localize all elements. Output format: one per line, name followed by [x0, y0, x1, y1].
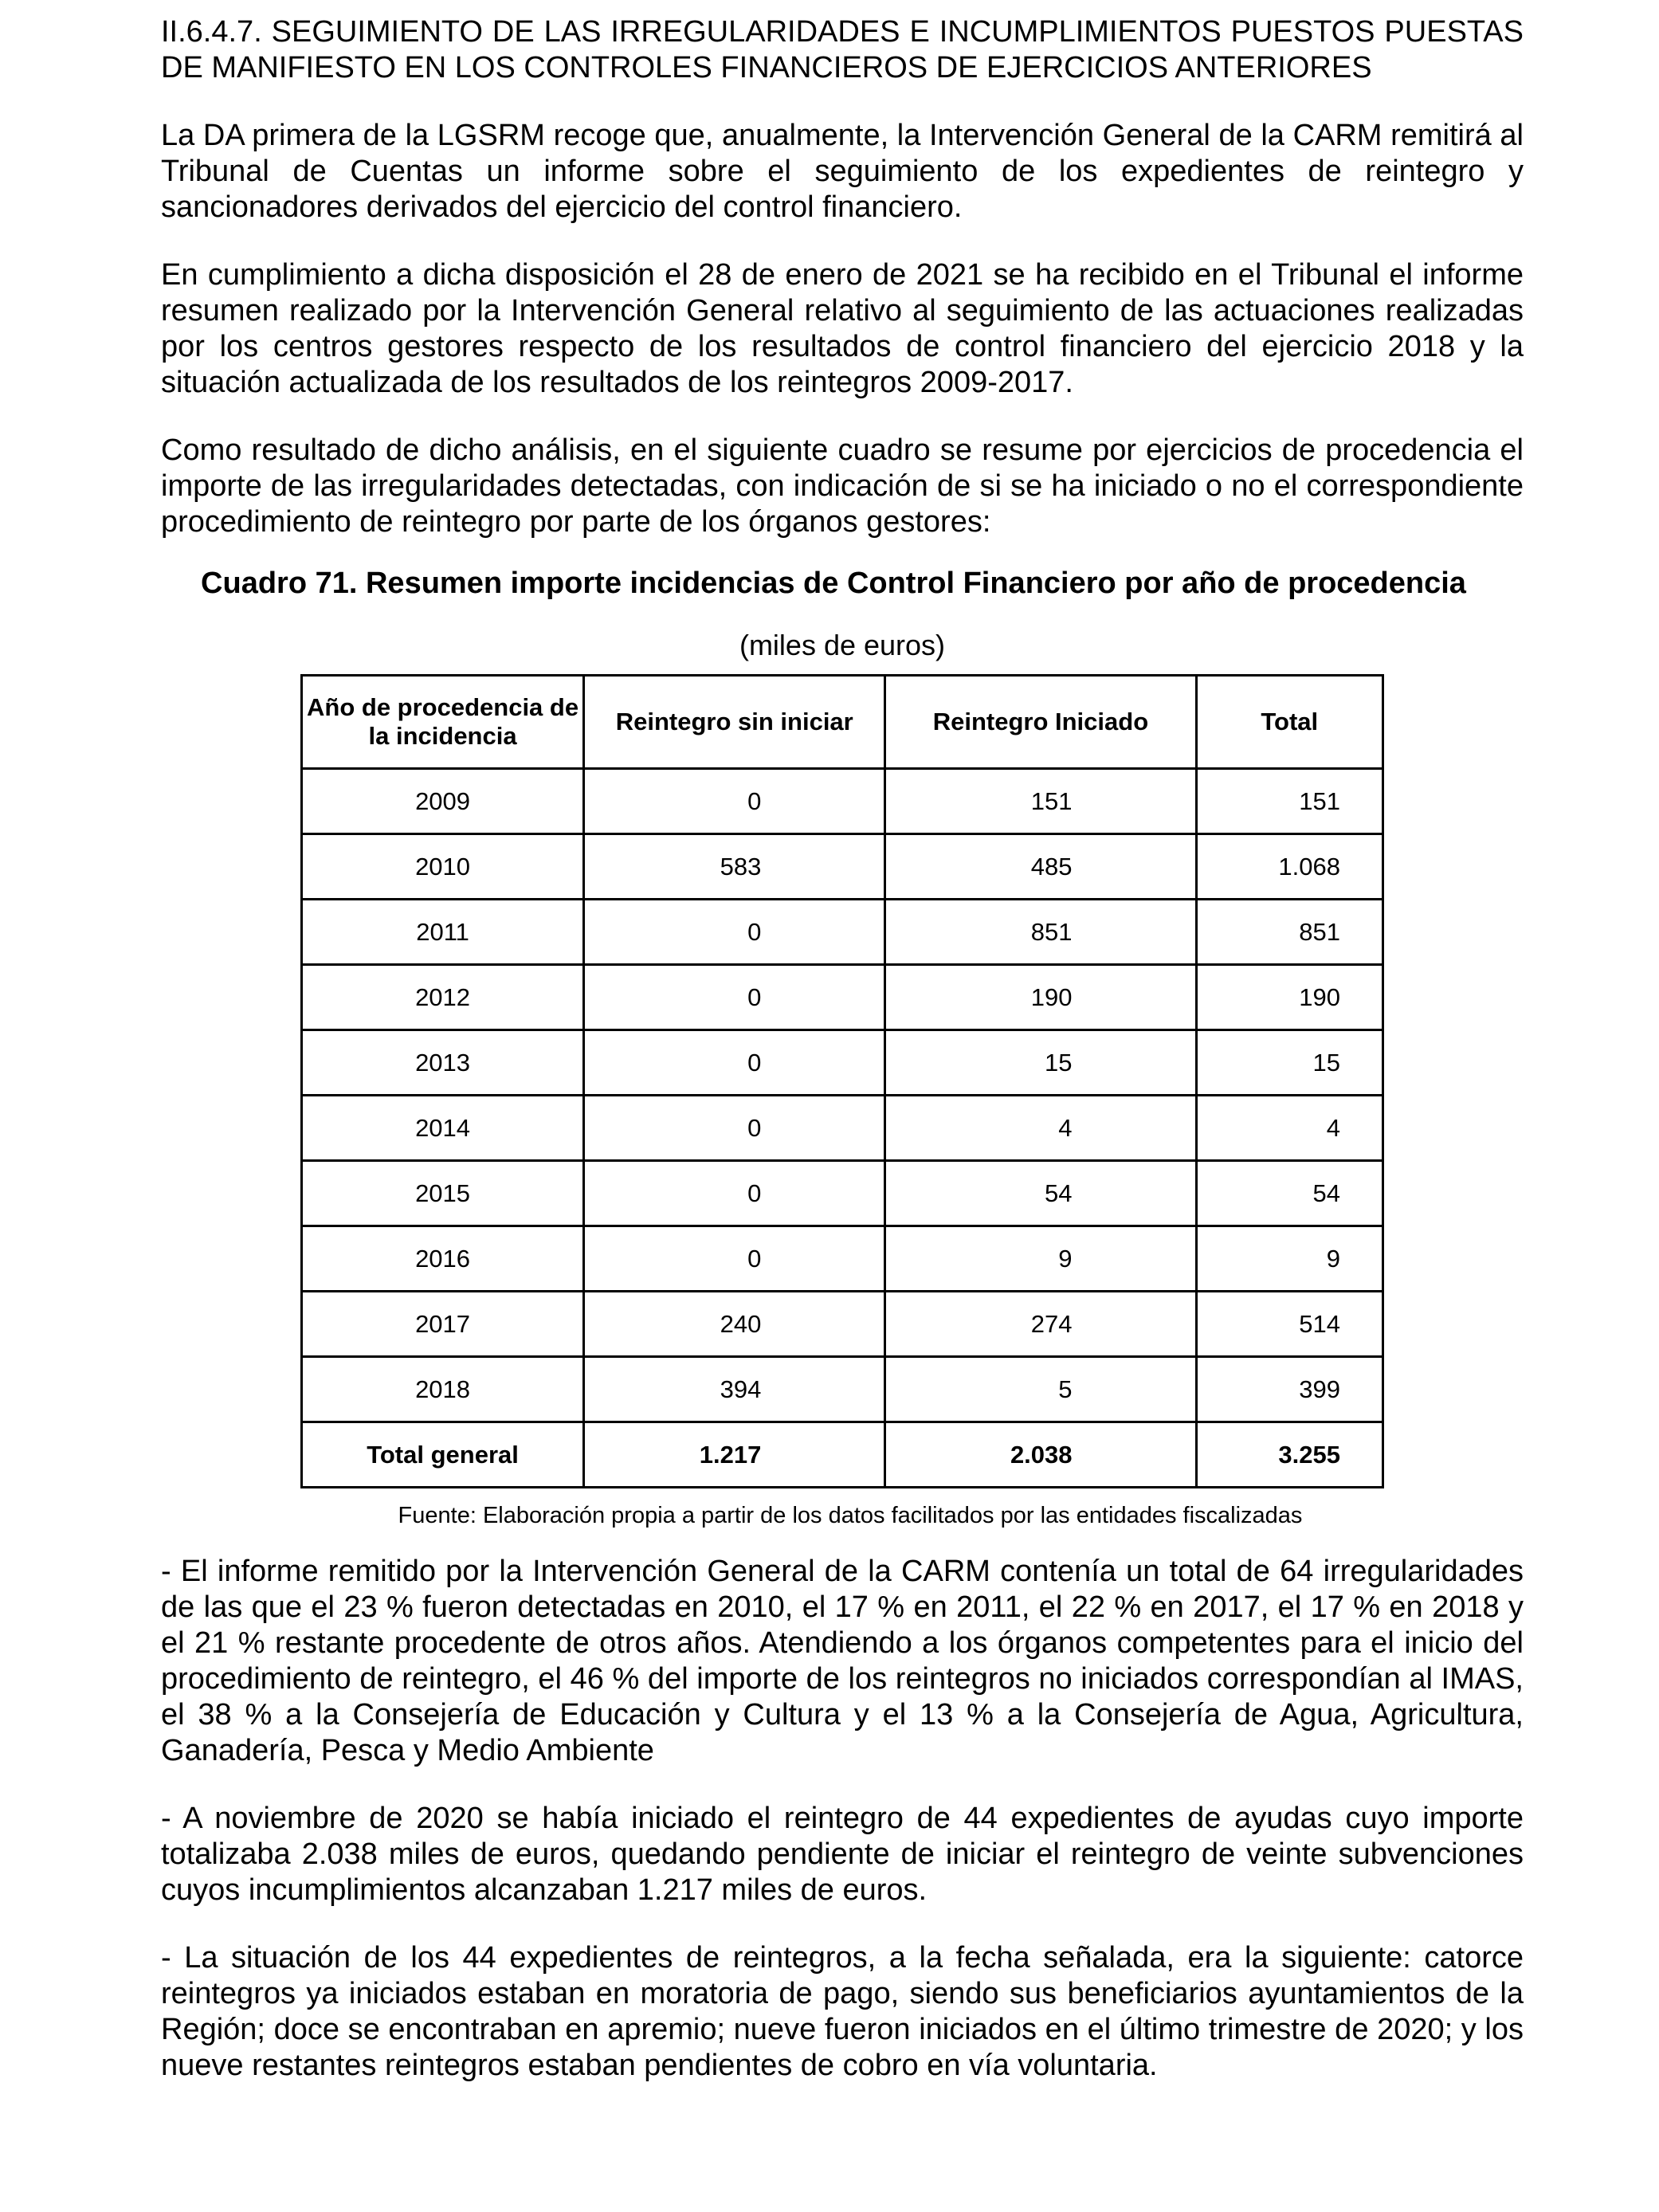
header-sin-iniciar: Reintegro sin iniciar [584, 676, 885, 769]
cell-iniciado: 851 [885, 900, 1196, 965]
cell-year: 2016 [302, 1226, 584, 1292]
cell-iniciado: 274 [885, 1292, 1196, 1357]
bullet-2: - A noviembre de 2020 se había iniciado el reintegro de 44 expedientes de ayudas cuyo importe totalizaba 2.038 miles de euros, quedando pendiente de iniciar el reintegro de veinte subvenciones cuyos incumplimientos alcanzaban 1.217 miles de euros. [161, 1802, 1524, 1907]
cell-sin-iniciar: 583 [584, 834, 885, 900]
cell-iniciado: 54 [885, 1161, 1196, 1226]
bullet-1: - El informe remitido por la Intervención General de la CARM contenía un total de 64 irregularidades de las que el 23 % fueron detectadas en 2010, el 17 % en 2011, el 22 % en 2017, el 17 % en 2018 y el 21 % restante procedente de otros años. Atendiendo a los órganos competentes para el inicio del procedimiento de reintegro, el 46 % del importe de los reintegros no iniciados correspondían al IMAS, el 38 % a la Consejería de Educación y Cultura y el 13 % a la Consejería de Agua, Agricultura, Ganadería, Pesca y Medio Ambiente [161, 1555, 1524, 1767]
incidencias-table [300, 674, 1384, 1488]
table-units: (miles de euros) [739, 629, 946, 661]
cell-year: 2014 [302, 1096, 584, 1161]
cell-total-total: 3.255 [1196, 1422, 1382, 1488]
header-year: Año de procedencia de la incidencia [302, 676, 584, 769]
table-row [302, 900, 1383, 965]
cell-total: 9 [1196, 1226, 1382, 1292]
cell-sin-iniciar: 0 [584, 1030, 885, 1096]
cell-sin-iniciar: 394 [584, 1357, 885, 1422]
cell-total: 54 [1196, 1161, 1382, 1226]
section-heading: II.6.4.7. SEGUIMIENTO DE LAS IRREGULARIDADES E INCUMPLIMIENTOS PUESTOS PUESTAS DE MANIFIESTO EN LOS CONTROLES FINANCIEROS DE EJERCICIOS ANTERIORES [161, 15, 1524, 84]
cell-iniciado: 9 [885, 1226, 1196, 1292]
cell-iniciado: 485 [885, 834, 1196, 900]
table-row [302, 1226, 1383, 1292]
table-total-row [302, 1422, 1383, 1488]
cell-iniciado: 5 [885, 1357, 1196, 1422]
bullet-list [161, 1554, 1524, 2084]
cell-sin-iniciar: 0 [584, 1226, 885, 1292]
cell-sin-iniciar: 240 [584, 1292, 885, 1357]
cell-iniciado: 15 [885, 1030, 1196, 1096]
cell-year: 2013 [302, 1030, 584, 1096]
cell-total: 151 [1196, 769, 1382, 834]
cell-total-sin-iniciar: 1.217 [584, 1422, 885, 1488]
header-total: Total [1196, 676, 1382, 769]
cell-total: 1.068 [1196, 834, 1382, 900]
cell-total-iniciado: 2.038 [885, 1422, 1196, 1488]
cell-sin-iniciar: 0 [584, 965, 885, 1030]
cell-total: 851 [1196, 900, 1382, 965]
cell-year: 2017 [302, 1292, 584, 1357]
cell-total: 399 [1196, 1357, 1382, 1422]
document-page [161, 14, 1524, 2084]
paragraph-3: Como resultado de dicho análisis, en el siguiente cuadro se resume por ejercicios de procedencia el importe de las irregularidades detectadas, con indicación de si se ha iniciado o no el correspondiente procedimiento de reintegro por parte de los órganos gestores: [161, 433, 1524, 539]
cell-total: 514 [1196, 1292, 1382, 1357]
table-row [302, 769, 1383, 834]
cell-year: 2015 [302, 1161, 584, 1226]
header-iniciado: Reintegro Iniciado [885, 676, 1196, 769]
cell-year: 2010 [302, 834, 584, 900]
cell-sin-iniciar: 0 [584, 1096, 885, 1161]
table-row [302, 965, 1383, 1030]
cell-iniciado: 151 [885, 769, 1196, 834]
paragraph-1: La DA primera de la LGSRM recoge que, anualmente, la Intervención General de la CARM remitirá al Tribunal de Cuentas un informe sobre el seguimiento de los expedientes de reintegro y sancionadores derivados del ejercicio del control financiero. [161, 119, 1524, 224]
table-caption: Cuadro 71. Resumen importe incidencias de Control Financiero por año de procedencia [201, 567, 1466, 600]
cell-year: 2009 [302, 769, 584, 834]
table-row [302, 1030, 1383, 1096]
table-row [302, 1161, 1383, 1226]
table-row [302, 834, 1383, 900]
bullet-3: - La situación de los 44 expedientes de reintegros, a la fecha señalada, era la siguiente: catorce reintegros ya iniciados estaban en moratoria de pago, siendo sus beneficiarios ayuntamientos de la Región; doce se encontraban en apremio; nueve fueron iniciados en el último trimestre de 2020; y los nueve restantes reintegros estaban pendientes de cobro en vía voluntaria. [161, 1941, 1524, 2082]
cell-year: 2018 [302, 1357, 584, 1422]
table-row [302, 1357, 1383, 1422]
cell-sin-iniciar: 0 [584, 1161, 885, 1226]
cell-year: 2012 [302, 965, 584, 1030]
cell-sin-iniciar: 0 [584, 900, 885, 965]
cell-total: 4 [1196, 1096, 1382, 1161]
cell-total: 190 [1196, 965, 1382, 1030]
cell-total-label: Total general [302, 1422, 584, 1488]
table-source: Fuente: Elaboración propia a partir de los datos facilitados por las entidades fiscalizadas [398, 1503, 1303, 1528]
cell-year: 2011 [302, 900, 584, 965]
cell-total: 15 [1196, 1030, 1382, 1096]
cell-iniciado: 190 [885, 965, 1196, 1030]
table-header-row [302, 676, 1383, 769]
table-row [302, 1096, 1383, 1161]
cell-iniciado: 4 [885, 1096, 1196, 1161]
paragraph-2: En cumplimiento a dicha disposición el 28 de enero de 2021 se ha recibido en el Tribunal el informe resumen realizado por la Intervención General relativo al seguimiento de las actuaciones realizadas por los centros gestores respecto de los resultados de control financiero del ejercicio 2018 y la situación actualizada de los resultados de los reintegros 2009-2017. [161, 258, 1524, 399]
table-row [302, 1292, 1383, 1357]
cell-sin-iniciar: 0 [584, 769, 885, 834]
